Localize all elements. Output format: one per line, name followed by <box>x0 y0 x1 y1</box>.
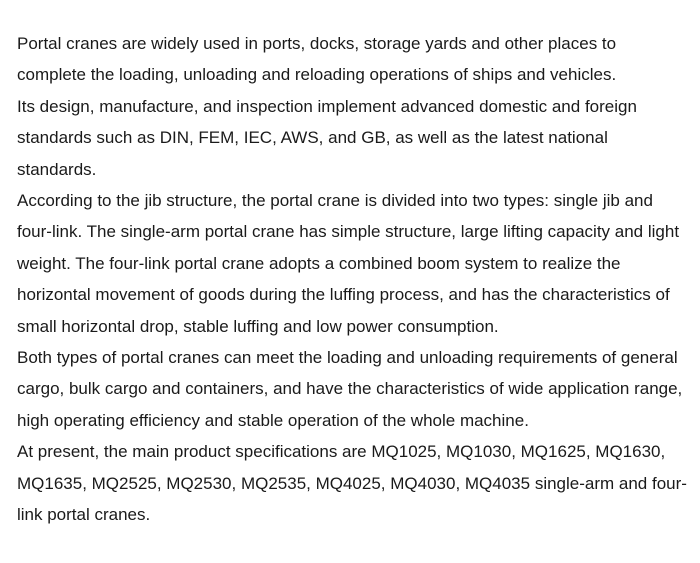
paragraph-specifications: At present, the main product specifications are MQ1025, MQ1030, MQ1625, MQ1630, MQ1635, MQ2525, MQ2530, MQ2535, MQ4025, MQ4030, MQ4035 single-arm and four-link portal cranes. <box>17 442 687 525</box>
paragraph-types: According to the jib structure, the portal crane is divided into two types: single jib and four-link. The single-arm portal crane has simple structure, large lifting capacity and light weight. The four-link portal crane adopts a combined boom system to realize the horizontal movement of goods during the luffing process, and has the characteristics of small horizontal drop, stable luffing and low power consumption. <box>17 191 680 336</box>
article-body <box>17 28 687 531</box>
paragraph-standards: Its design, manufacture, and inspection implement advanced domestic and foreign standards such as DIN, FEM, IEC, AWS, and GB, as well as the latest national standards. <box>17 96 637 179</box>
paragraph-capabilities: Both types of portal cranes can meet the loading and unloading requirements of general cargo, bulk cargo and containers, and have the characteristics of wide application range, high operating efficiency and stable operation of the whole machine. <box>17 348 683 430</box>
paragraph-overview: Portal cranes are widely used in ports, docks, storage yards and other places to complete the loading, unloading and reloading operations of ships and vehicles. <box>17 34 617 85</box>
